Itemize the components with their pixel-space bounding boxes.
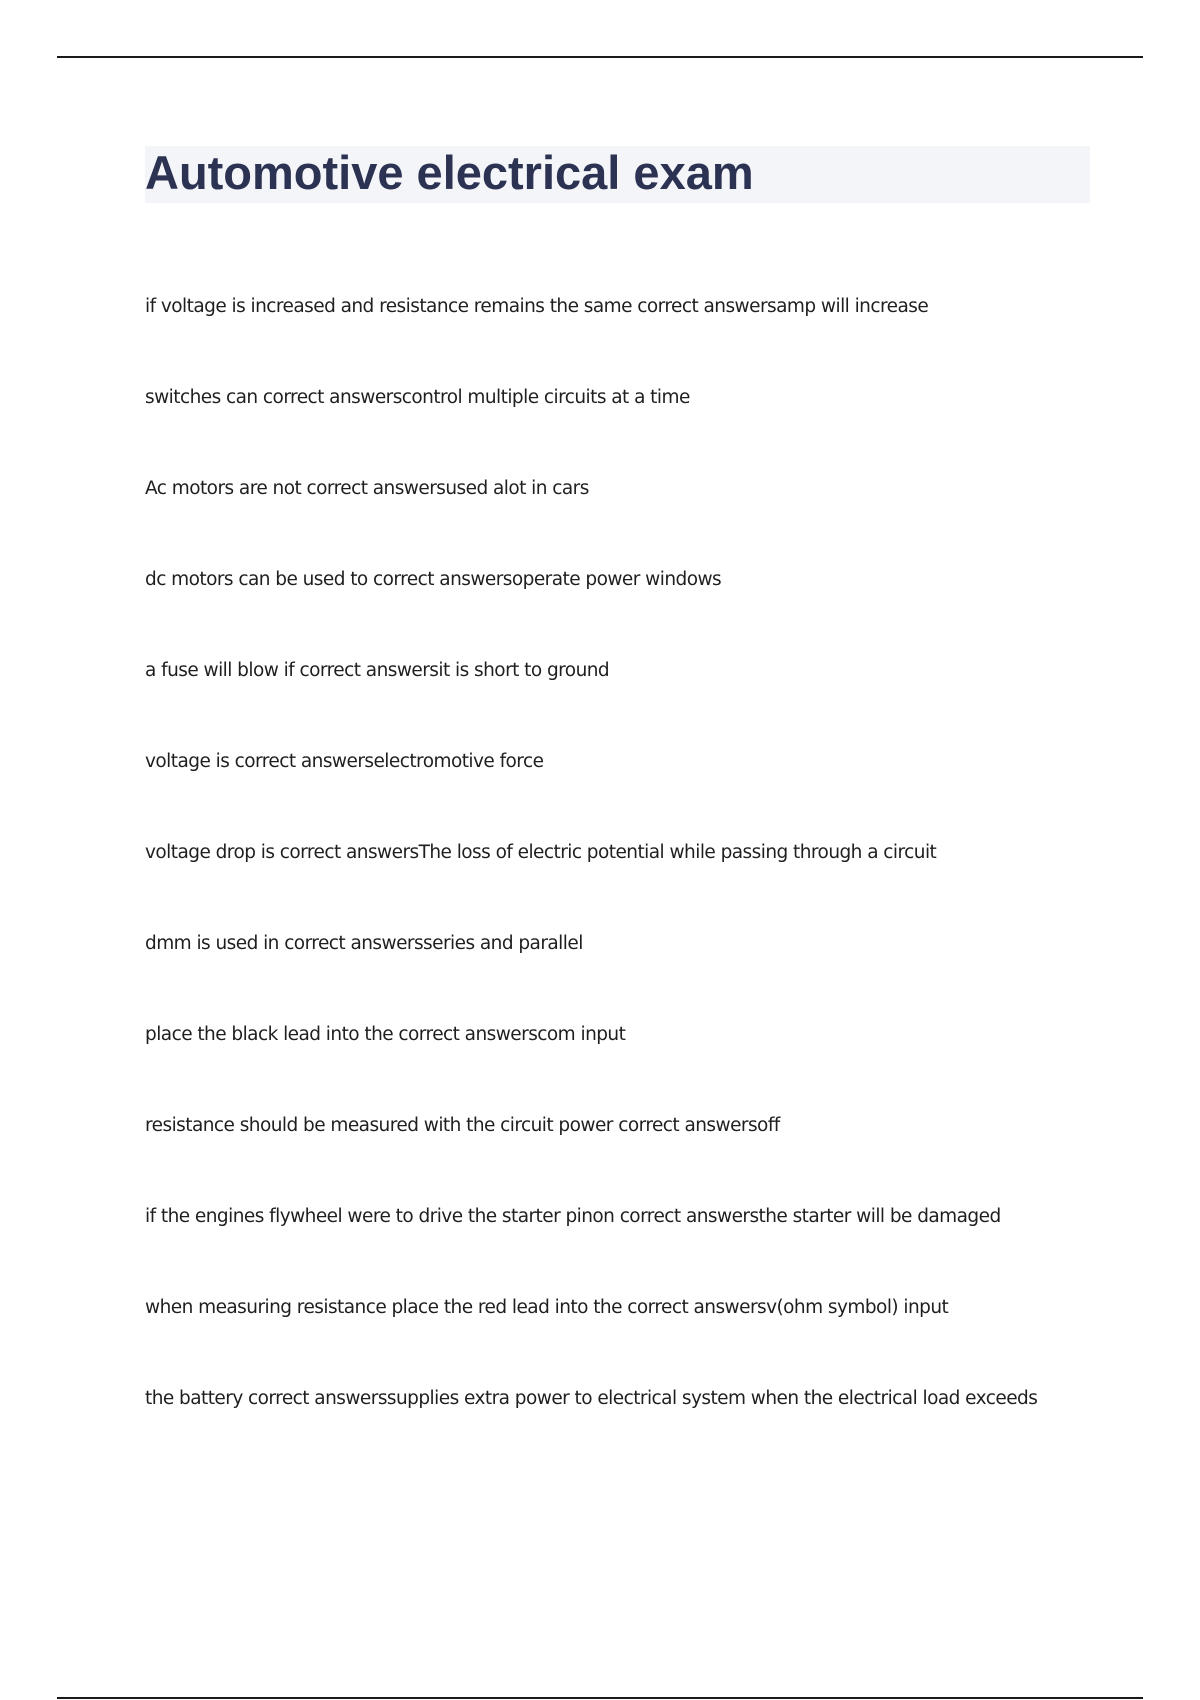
qa-item-2: switches can correct answerscontrol multiple circuits at a time: [145, 387, 690, 408]
qa-item-10: resistance should be measured with the circuit power correct answersoff: [145, 1115, 780, 1136]
qa-item-11: if the engines flywheel were to drive the starter pinon correct answersthe starter will be damaged: [145, 1206, 1001, 1227]
header-rule: [57, 56, 1143, 58]
qa-item-3: Ac motors are not correct answersused alot in cars: [145, 478, 589, 499]
qa-item-1: if voltage is increased and resistance remains the same correct answersamp will increase: [145, 296, 929, 317]
qa-item-8: dmm is used in correct answersseries and parallel: [145, 933, 583, 954]
qa-item-6: voltage is correct answerselectromotive force: [145, 751, 544, 772]
footer-rule: [57, 1697, 1143, 1699]
page-title: Automotive electrical exam: [145, 146, 754, 199]
qa-item-12: when measuring resistance place the red lead into the correct answersv(ohm symbol) input: [145, 1297, 949, 1318]
qa-item-4: dc motors can be used to correct answersoperate power windows: [145, 569, 722, 590]
qa-item-7: voltage drop is correct answersThe loss of electric potential while passing through a circuit: [145, 842, 937, 863]
qa-item-13: the battery correct answerssupplies extra power to electrical system when the electrical load exceeds: [145, 1388, 1038, 1409]
question-answer-list: [145, 290, 1105, 1473]
qa-item-9: place the black lead into the correct answerscom input: [145, 1024, 626, 1045]
qa-item-5: a fuse will blow if correct answersit is short to ground: [145, 660, 610, 681]
